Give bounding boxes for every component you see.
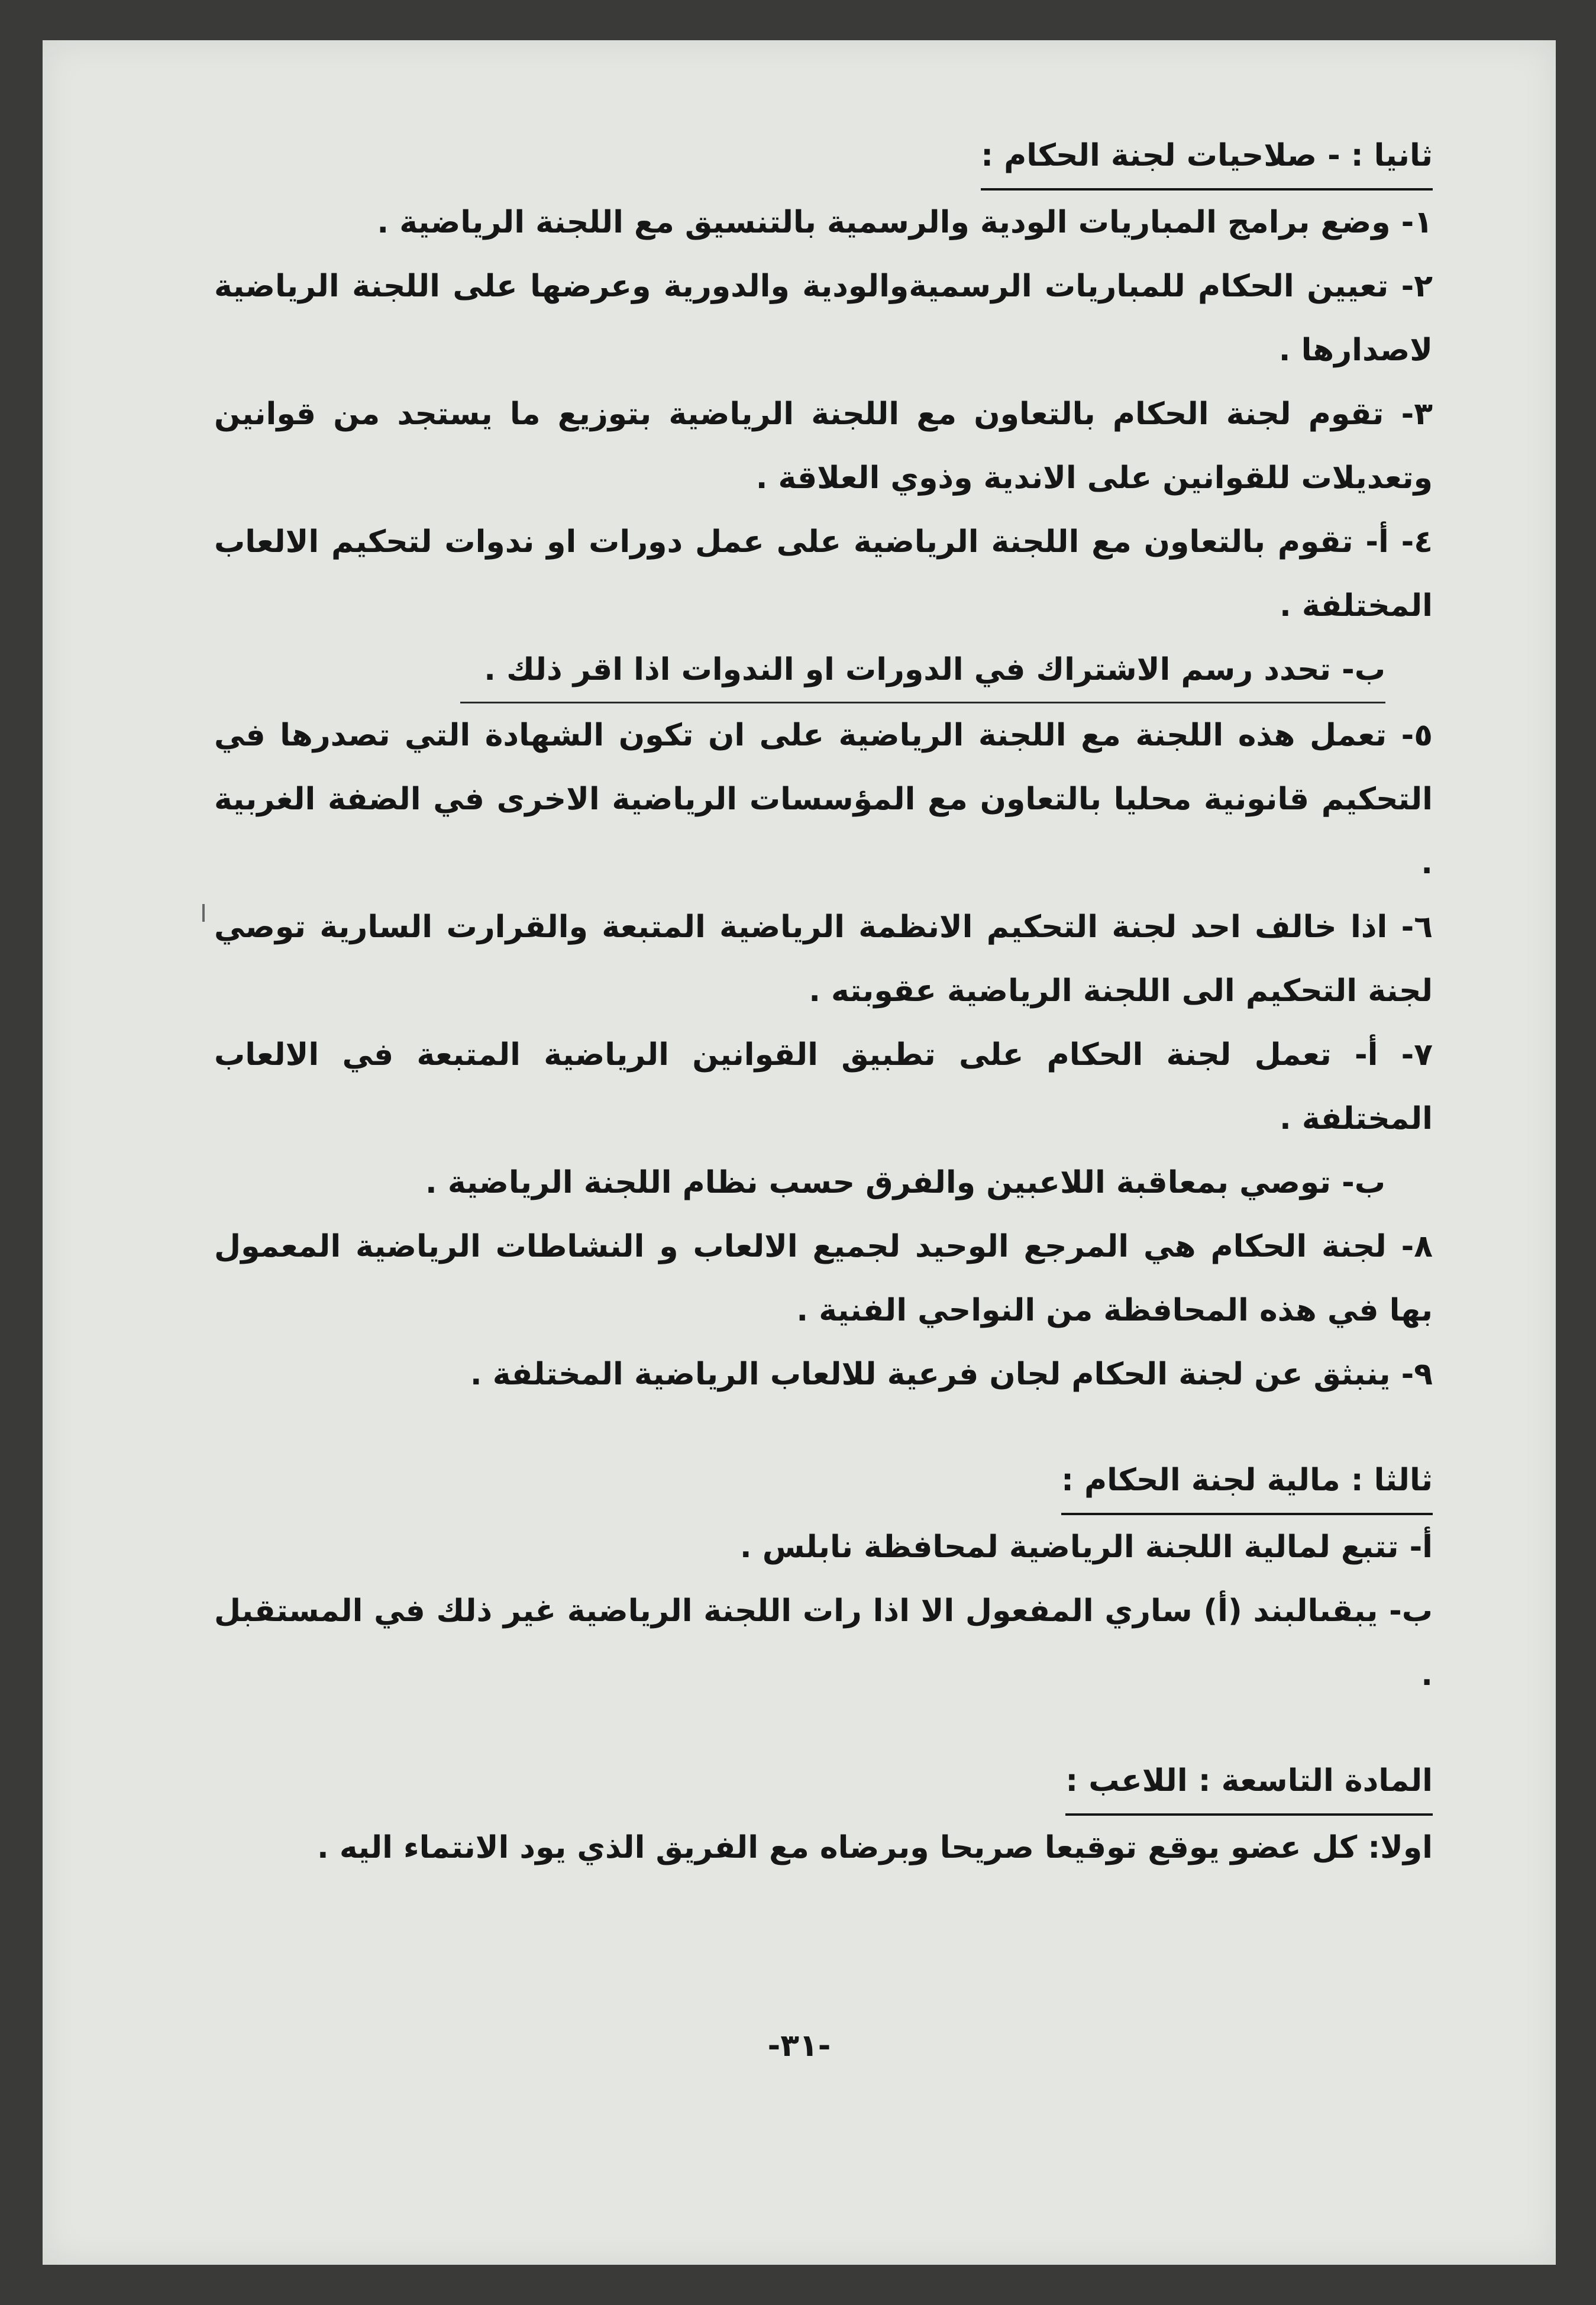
section-2-heading: ثانيا : - صلاحيات لجنة الحكام :: [981, 123, 1433, 191]
item-8: ٨- لجنة الحكام هي المرجع الوحيد لجميع الالعاب و النشاطات الرياضية المعمول بها في هذه المحافظة من النواحي الفنية .: [214, 1229, 1433, 1328]
document-page: [43, 40, 1556, 2265]
item-9: ٩- ينبثق عن لجنة الحكام لجان فرعية للالعاب الرياضية المختلفة .: [470, 1357, 1433, 1392]
section-3-item-b: ب- يبقىالبند (أ) ساري المفعول الا اذا رات اللجنة الرياضية غير ذلك في المستقبل .: [214, 1593, 1433, 1693]
section-3-item-a: أ- تتبع لمالية اللجنة الرياضية لمحافظة نابلس .: [739, 1529, 1433, 1565]
article-9-heading: المادة التاسعة : اللاعب :: [1065, 1748, 1433, 1816]
item-6: ٦- اذا خالف احد لجنة التحكيم الانظمة الرياضية المتبعة والقرارت السارية توصي لجنة التحكيم الى اللجنة الرياضية عقوبته .: [214, 909, 1433, 1009]
article-9-first: اولا: كل عضو يوقع توقيعا صريحا وبرضاه مع الفريق الذي يود الانتماء اليه .: [316, 1830, 1433, 1865]
item-5: ٥- تعمل هذه اللجنة مع اللجنة الرياضية على ان تكون الشهادة التي تصدرها في التحكيم قانونية محليا بالتعاون مع المؤسسات الرياضية الاخرى في الضفة الغربية .: [214, 718, 1433, 881]
item-4b-wrap: [214, 638, 1433, 703]
document-body: [214, 123, 1433, 1880]
section-3-heading: ثالثا : مالية لجنة الحكام :: [1061, 1448, 1433, 1515]
spacer: [214, 1707, 1433, 1748]
item-4a: ٤- أ- تقوم بالتعاون مع اللجنة الرياضية على عمل دورات او ندوات لتحكيم الالعاب المختلفة .: [214, 524, 1433, 624]
section-2: [214, 123, 1433, 1406]
item-1: ١- وضع برامج المباريات الودية والرسمية بالتنسيق مع اللجنة الرياضية .: [377, 205, 1433, 240]
page-number: -٣١-: [767, 2028, 831, 2064]
item-7b: ب- توصي بمعاقبة اللاعبين والفرق حسب نظام اللجنة الرياضية .: [425, 1165, 1385, 1200]
item-2: ٢- تعيين الحكام للمباريات الرسميةوالودية والدورية وعرضها على اللجنة الرياضية لاصدارها .: [214, 269, 1433, 368]
spacer: [214, 1406, 1433, 1448]
scan-mark: [202, 904, 205, 922]
item-3: ٣- تقوم لجنة الحكام بالتعاون مع اللجنة الرياضية بتوزيع ما يستجد من قوانين وتعديلات للقوانين على الاندية وذوي العلاقة .: [214, 396, 1433, 496]
section-3: [214, 1448, 1433, 1707]
item-7a: ٧- أ- تعمل لجنة الحكام على تطبيق القوانين الرياضية المتبعة في الالعاب المختلفة .: [214, 1037, 1433, 1137]
article-9: [214, 1748, 1433, 1880]
item-4b: ب- تحدد رسم الاشتراك في الدورات او الندوات اذا اقر ذلك .: [460, 638, 1385, 703]
